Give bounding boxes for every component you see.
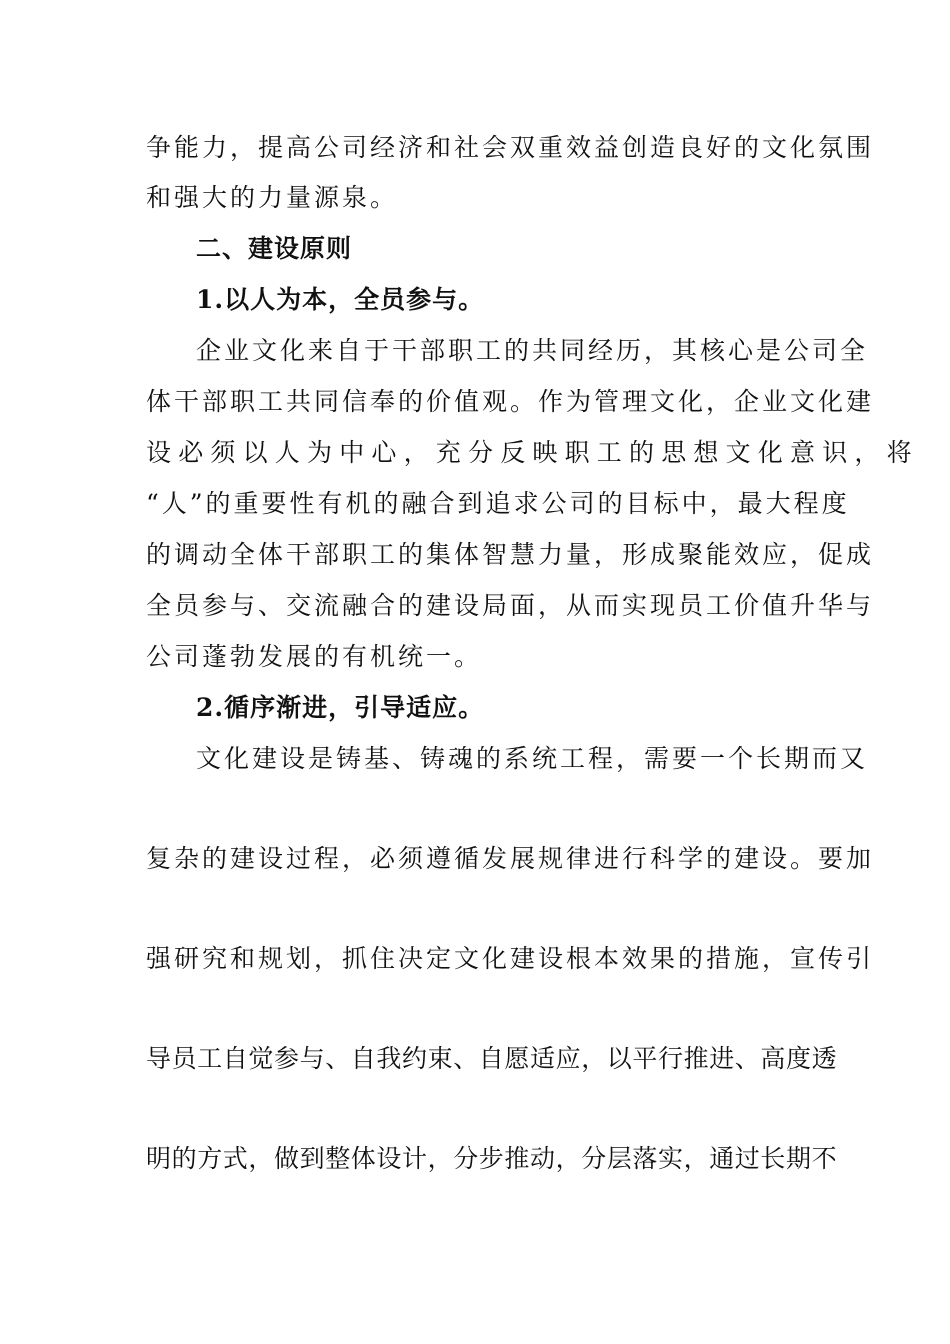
paragraph-line: 全员参与、交流融合的建设局面，从而实现员工价值升华与 bbox=[146, 591, 875, 620]
paragraph-line: 的调动全体干部职工的集体智慧力量，形成聚能效应，促成 bbox=[146, 540, 875, 569]
paragraph-line: “人”的重要性有机的融合到追求公司的目标中，最大程度 bbox=[146, 489, 850, 518]
subsection-heading: 2.循序渐进，引导适应。 bbox=[196, 693, 485, 722]
paragraph-line: 体干部职工共同信奉的价值观。作为管理文化，企业文化建 bbox=[146, 387, 875, 416]
paragraph-line: 公司蓬勃发展的有机统一。 bbox=[146, 642, 483, 671]
paragraph-line: 文化建设是铸基、铸魂的系统工程，需要一个长期而又 bbox=[196, 744, 869, 773]
paragraph-line: 设必须以人为中心，充分反映职工的思想文化意识，将 bbox=[146, 438, 919, 467]
paragraph-line: 导员工自觉参与、自我约束、自愿适应，以平行推进、高度透 bbox=[146, 1044, 838, 1073]
paragraph-line: 和强大的力量源泉。 bbox=[146, 183, 399, 212]
paragraph-line: 强研究和规划，抓住决定文化建设根本效果的措施，宣传引 bbox=[146, 944, 875, 973]
section-heading: 二、建设原则 bbox=[196, 234, 353, 263]
paragraph-line: 明的方式，做到整体设计，分步推动，分层落实，通过长期不 bbox=[146, 1144, 838, 1173]
paragraph-line: 企业文化来自于干部职工的共同经历，其核心是公司全 bbox=[196, 336, 869, 365]
paragraph-line: 复杂的建设过程，必须遵循发展规律进行科学的建设。要加 bbox=[146, 844, 875, 873]
subsection-heading: 1.以人为本，全员参与。 bbox=[196, 285, 485, 314]
paragraph-line: 争能力，提高公司经济和社会双重效益创造良好的文化氛围 bbox=[146, 133, 875, 162]
